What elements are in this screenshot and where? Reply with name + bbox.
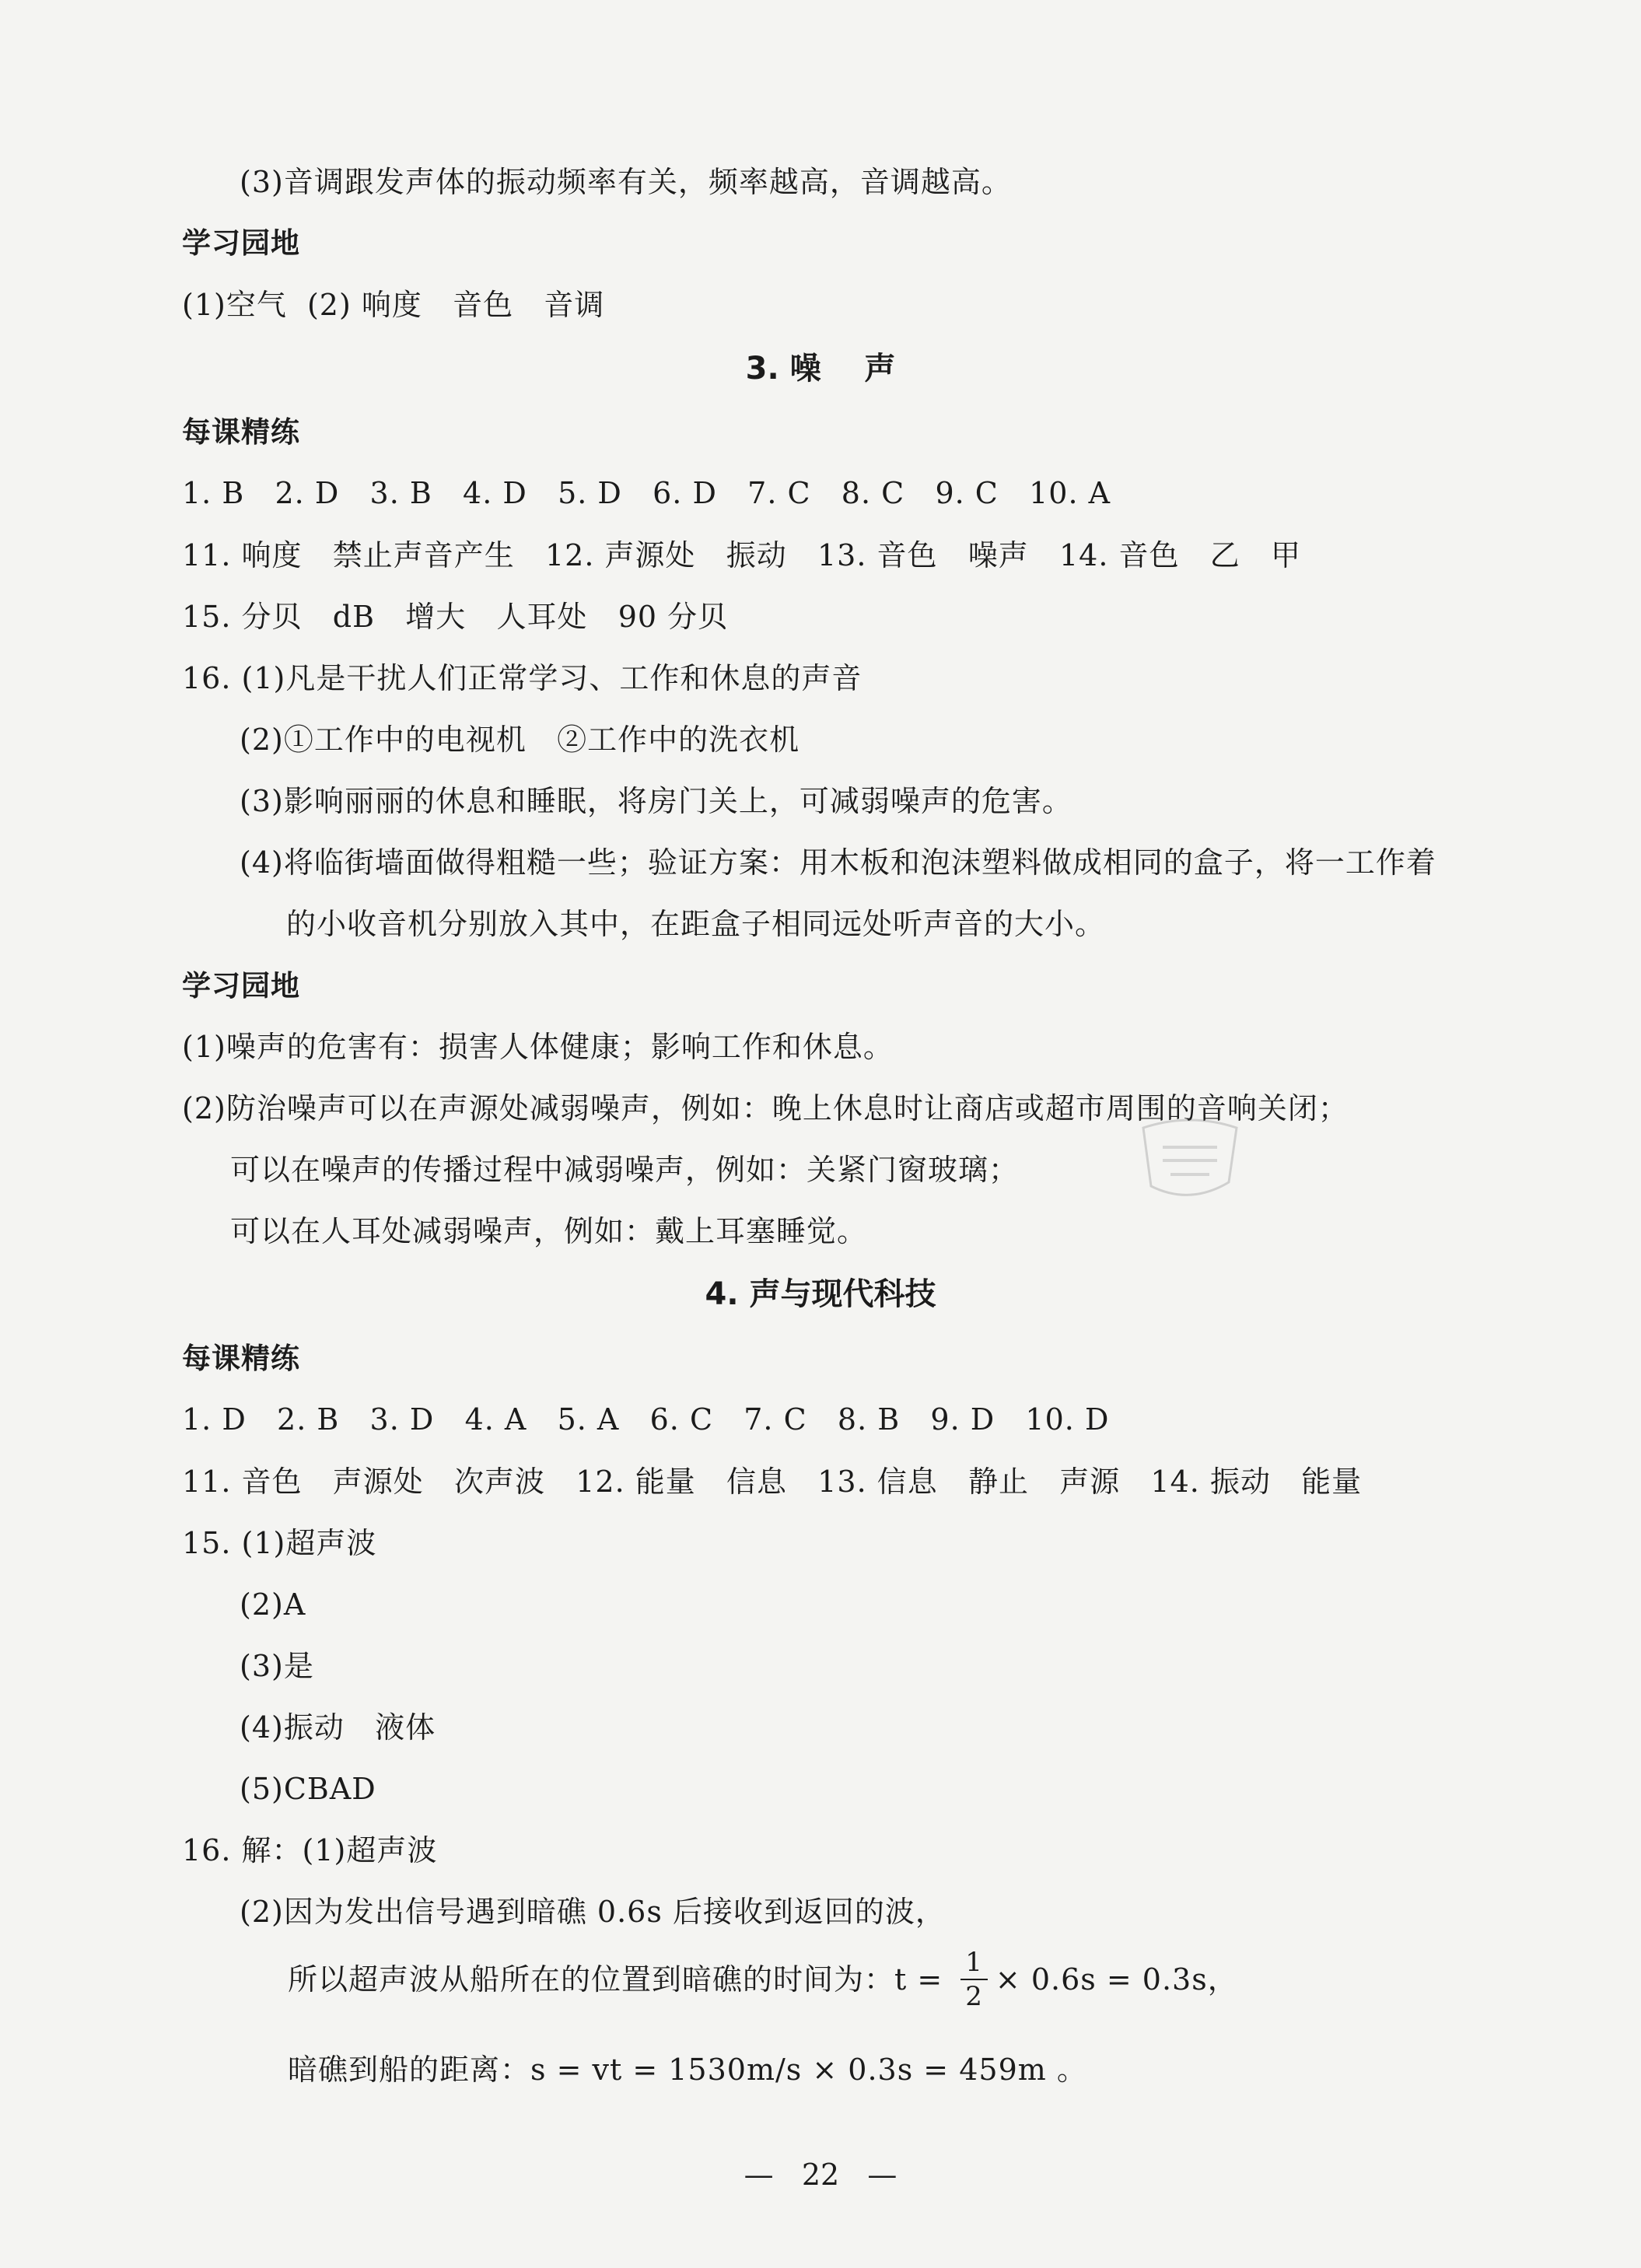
section-title: 4. 声与现代科技 xyxy=(705,1276,936,1312)
answer-line: (3)音调跟发声体的振动频率有关，频率越高，音调越高。 xyxy=(240,165,1012,199)
page-number: — 22 — xyxy=(744,2158,897,2192)
answer-line: 11. 音色 声源处 次声波 12. 能量 信息 13. 信息 静止 声源 14. 振动 能量 xyxy=(182,1465,1363,1499)
answer-line: 15. 分贝 dB 增大 人耳处 90 分贝 xyxy=(182,600,729,634)
answer-line: 1. D 2. B 3. D 4. A 5. A 6. C 7. C 8. B 9. D 10. D xyxy=(182,1402,1110,1437)
fraction-denominator: 2 xyxy=(965,1981,983,2012)
answer-line: (4)振动 液体 xyxy=(240,1710,436,1745)
stamp-watermark xyxy=(1128,1112,1252,1206)
answer-line: 11. 响度 禁止声音产生 12. 声源处 振动 13. 音色 噪声 14. 音色 乙 甲 xyxy=(182,538,1301,572)
formula-suffix: × 0.6s = 0.3s， xyxy=(995,1962,1238,1997)
answer-line: 可以在人耳处减弱噪声，例如：戴上耳塞睡觉。 xyxy=(230,1214,868,1248)
answer-line: (5)CBAD xyxy=(240,1772,376,1806)
time-formula xyxy=(288,1944,1238,2014)
answer-line: 16. (1)凡是干扰人们正常学习、工作和休息的声音 xyxy=(182,661,862,695)
answer-line: (3)影响丽丽的休息和睡眠，将房门关上，可减弱噪声的危害。 xyxy=(240,784,1072,818)
answer-line: 15. (1)超声波 xyxy=(182,1526,377,1560)
answer-line: (3)是 xyxy=(240,1649,314,1683)
section-heading: 每课精练 xyxy=(182,415,300,449)
answer-line: 16. 解：(1)超声波 xyxy=(182,1833,438,1867)
distance-formula: 暗礁到船的距离：s = vt = 1530m/s × 0.3s = 459m 。 xyxy=(288,2053,1087,2087)
fraction xyxy=(960,1946,988,2013)
section-heading: 学习园地 xyxy=(182,969,300,1003)
answer-line: 的小收音机分别放入其中，在距盒子相同远处听声音的大小。 xyxy=(286,907,1106,941)
answer-line: (1)噪声的危害有：损害人体健康；影响工作和休息。 xyxy=(182,1030,894,1064)
answer-line: 1. B 2. D 3. B 4. D 5. D 6. D 7. C 8. C 9. C 10. A xyxy=(182,476,1111,510)
answer-line: (2)A xyxy=(240,1587,306,1622)
answer-line: (1)空气 (2) 响度 音色 音调 xyxy=(182,288,605,322)
fraction-numerator: 1 xyxy=(960,1946,988,1980)
answer-line: (4)将临街墙面做得粗糙一些；验证方案：用木板和泡沫塑料做成相同的盒子，将一工作着 xyxy=(240,845,1436,880)
section-title: 3. 噪 声 xyxy=(745,351,896,387)
answer-line: 可以在噪声的传播过程中减弱噪声，例如：关紧门窗玻璃； xyxy=(230,1153,1020,1187)
answer-line: (2)因为发出信号遇到暗礁 0.6s 后接收到返回的波， xyxy=(240,1895,946,1929)
answer-line: (2)①工作中的电视机 ②工作中的洗衣机 xyxy=(240,723,800,757)
formula-prefix: 所以超声波从船所在的位置到暗礁的时间为：t = xyxy=(288,1962,953,1997)
section-heading: 学习园地 xyxy=(182,226,300,260)
section-heading: 每课精练 xyxy=(182,1342,300,1375)
answer-line: (2)防治噪声可以在声源处减弱噪声，例如：晚上休息时让商店或超市周围的音响关闭； xyxy=(182,1091,1349,1125)
